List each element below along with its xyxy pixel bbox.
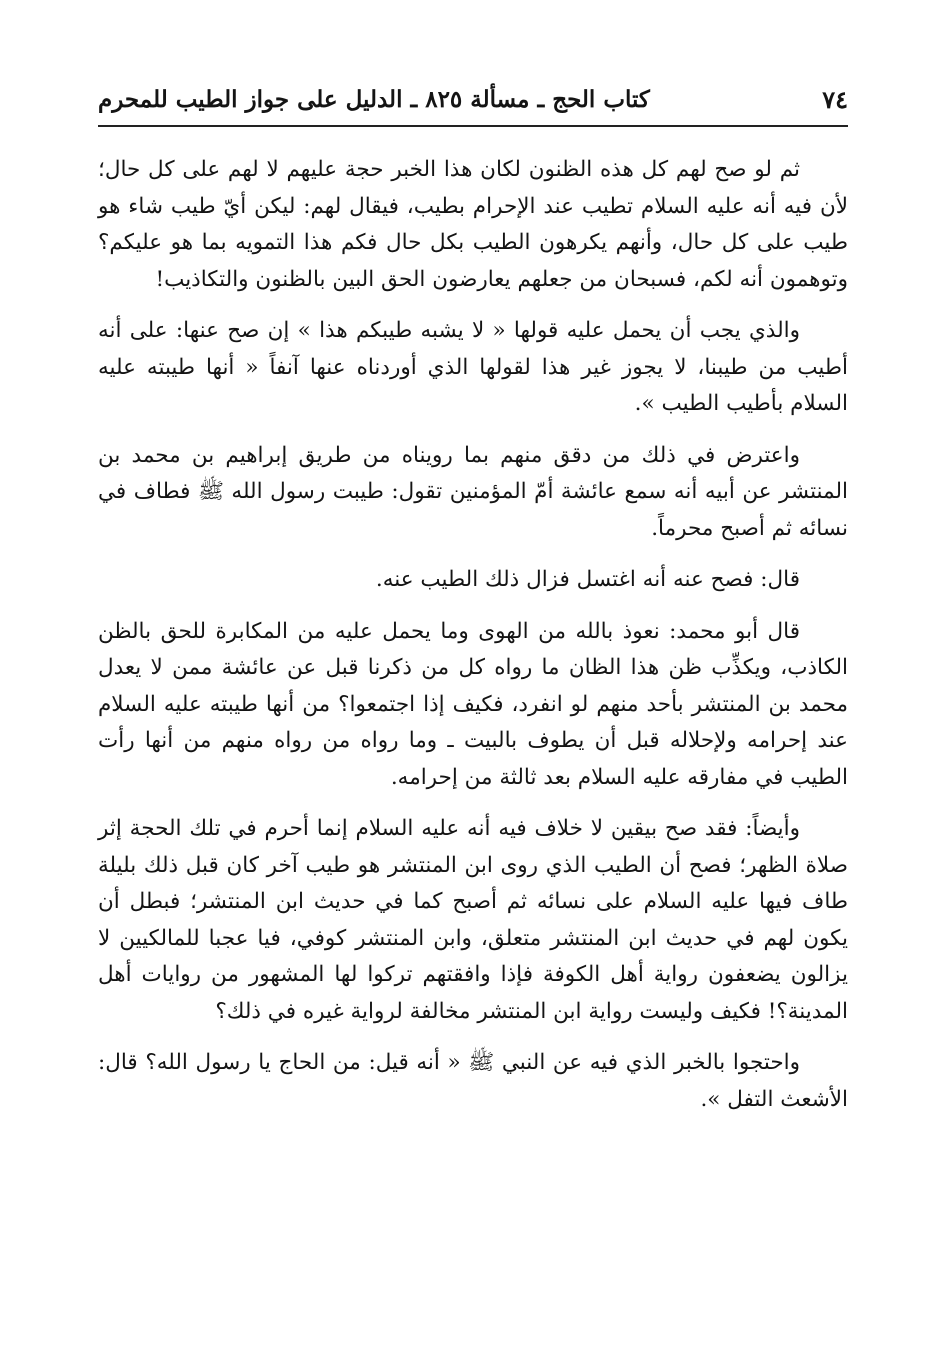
paragraph-6: وأيضاً: فقد صح بيقين لا خلاف فيه أنه عليه السلام إنما أحرم في تلك الحجة إثر صلاة الظهر؛ فصح أن الطيب الذي روى ابن المنتشر هو طيب آخر كان قبل ذلك بليلة طاف فيها عليه السلام على نسائه ثم أصبح كما في حديث ابن المنتشر؛ فبطل أن يكون لهم في حديث ابن المنتشر متعلق، وابن المنتشر كوفي، فيا عجبا للمالكيين لا يزالون يضعفون رواية أهل الكوفة فإذا وافقتهم تركوا لها المشهور من روايات أهل المدينة؟! فكيف وليست رواية ابن المنتشر مخالفة لرواية غيره في ذلك؟ [98, 816, 848, 1024]
paragraph-5: قال أبو محمد: نعوذ بالله من الهوى وما يحمل عليه من المكابرة للحق بالظن الكاذب، ويكذِّب ظن هذا الظان ما رواه كل من ذكرنا قبل عن عائشة ممن لا يعدل محمد بن المنتشر بأحد منهم لو انفرد، فكيف إذا اجتمعوا؟ من أنها طيبته عليه السلام عند إحرامه ولإحلاله قبل أن يطوف بالبيت ـ وما رواه من رواه منهم من أنها رأت الطيب في مفارقه عليه السلام بعد ثالثة من إحرامه. [98, 618, 848, 790]
body-text [98, 152, 848, 1133]
paragraph-3: واعترض في ذلك من دقق منهم بما رويناه من طريق إبراهيم بن محمد بن المنتشر عن أبيه أنه سمع عائشة أمّ المؤمنين تقول: طيبت رسول الله ﷺ فطاف في نسائه ثم أصبح محرماً. [98, 442, 848, 541]
page-number: ٧٤ [822, 85, 848, 114]
paragraph-4: قال: فصح عنه أنه اغتسل فزال ذلك الطيب عنه. [375, 567, 800, 592]
running-header-title: كتاب الحج ـ مسألة ٨٢٥ ـ الدليل على جواز الطيب للمحرم [98, 86, 650, 113]
paragraph-1: ثم لو صح لهم كل هذه الظنون لكان هذا الخبر حجة عليهم لا لهم على كل حال؛ لأن فيه أنه عليه السلام تطيب عند الإحرام بطيب، فيقال لهم: ليكن أيّ طيب شاء هو طيب على كل حال، وأنهم يكرهون الطيب بكل حال فكم هذا التمويه بما هو عليكم؟ وتوهمون أنه لكم، فسبحان من جعلهم يعارضون الحق البين بالظنون والتكاذيب! [98, 157, 848, 292]
paragraph-7: واحتجوا بالخبر الذي فيه عن النبي ﷺ « أنه قيل: من الحاج يا رسول الله؟ قال: الأشعث التفل ». [98, 1050, 848, 1112]
paragraph-2: والذي يجب أن يحمل عليه قولها « لا يشبه طيبكم هذا » إن صح عنها: على أنه أطيب من طيبنا، لا يجوز غير هذا لقولها الذي أوردناه عنها آنفاً « أنها طيبته عليه السلام بأطيب الطيب ». [98, 318, 848, 416]
running-header [98, 82, 848, 118]
header-rule [98, 125, 848, 127]
